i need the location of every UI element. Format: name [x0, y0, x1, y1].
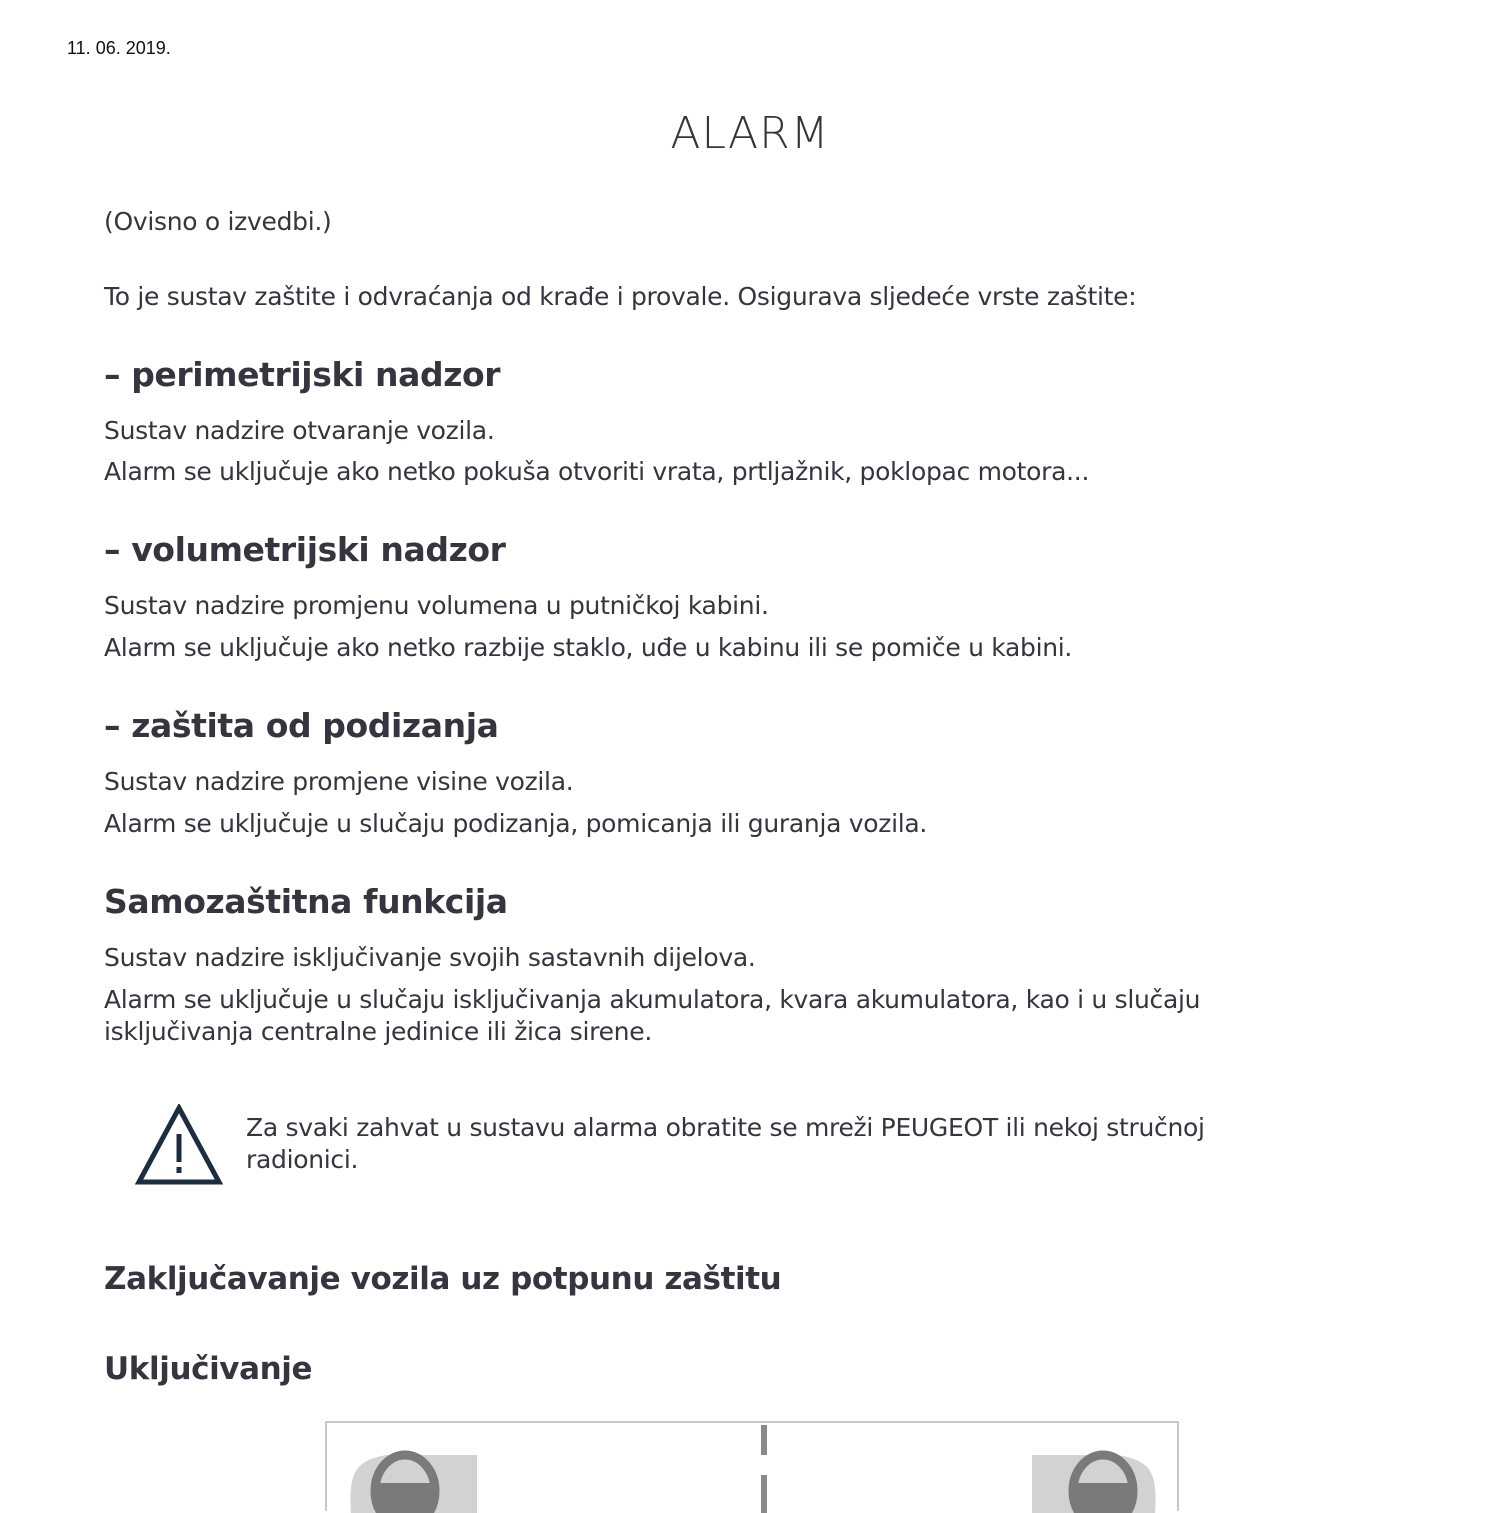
section-text: Sustav nadzire promjene visine vozila. [104, 767, 574, 796]
section-heading-volumetric: – volumetrijski nadzor [104, 530, 506, 569]
section-text: Sustav nadzire promjenu volumena u putničkoj kabini. [104, 591, 769, 620]
warning-triangle-icon [135, 1104, 223, 1186]
subsubsection-heading: Uključivanje [104, 1351, 313, 1387]
section-text: Alarm se uključuje ako netko razbije staklo, uđe u kabinu ili se pomiče u kabini. [104, 633, 1073, 662]
section-heading-lift: – zaštita od podizanja [104, 706, 499, 745]
section-heading-self-protection: Samozaštitna funkcija [104, 882, 508, 921]
section-text: isključivanja centralne jedinice ili žica sirene. [104, 1017, 652, 1046]
warning-text: radionici. [246, 1145, 359, 1174]
warning-text: Za svaki zahvat u sustavu alarma obratite se mreži PEUGEOT ili nekoj stručnoj [246, 1113, 1205, 1142]
section-text: Alarm se uključuje u slučaju podizanja, pomicanja ili guranja vozila. [104, 809, 928, 838]
subsection-heading: Zaključavanje vozila uz potpunu zaštitu [104, 1261, 782, 1297]
lock-diagram-figure [325, 1421, 1179, 1511]
section-heading-perimeter: – perimetrijski nadzor [104, 355, 501, 394]
section-text: Alarm se uključuje ako netko pokuša otvoriti vrata, prtljažnik, poklopac motora... [104, 457, 1090, 486]
intro-note: (Ovisno o izvedbi.) [104, 207, 332, 236]
intro-paragraph: To je sustav zaštite i odvraćanja od krađe i provale. Osigurava sljedeće vrste zaštite: [104, 282, 1137, 311]
page-title: ALARM [670, 108, 830, 159]
section-text: Sustav nadzire otvaranje vozila. [104, 416, 495, 445]
section-text: Sustav nadzire isključivanje svojih sastavnih dijelova. [104, 943, 756, 972]
print-date: 11. 06. 2019. [67, 38, 171, 58]
section-text: Alarm se uključuje u slučaju isključivanja akumulatora, kvara akumulatora, kao i u slučaju [104, 985, 1201, 1014]
